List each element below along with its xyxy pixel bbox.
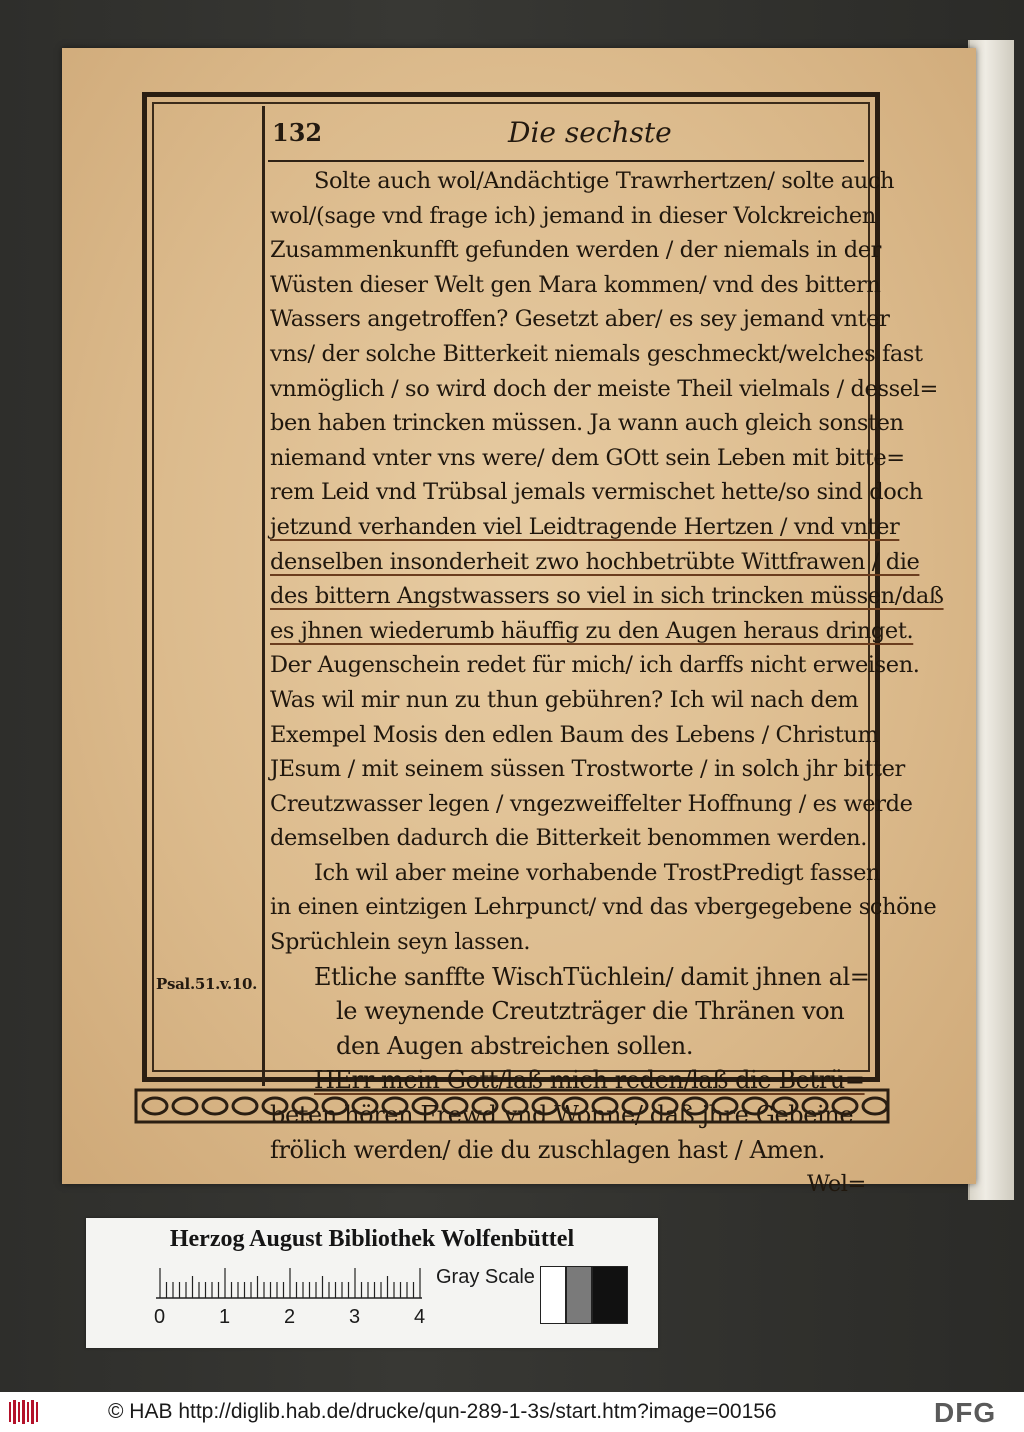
ornament-link xyxy=(833,1098,857,1114)
ornament-link xyxy=(293,1098,317,1114)
text-line: beten hören Frewd vnd Wonne/ daß jhre Gebeine xyxy=(270,1101,854,1130)
margin-note: Psal.51.v.10. xyxy=(156,975,258,993)
text-line: Solte auch wol/Andächtige Trawrhertzen/ solte auch xyxy=(314,168,895,194)
ornament-link xyxy=(623,1098,647,1114)
text-line: es jhnen wiederumb häuffig zu den Augen heraus dringet. xyxy=(270,617,914,644)
text-line: niemand vnter vns were/ dem GOtt sein Leben mit bitte= xyxy=(270,444,905,471)
text-line: Etliche sanffte WischTüchlein/ damit jhnen al= xyxy=(314,962,870,991)
text-line: rem Leid vnd Trübsal jemals vermischet hette/so sind doch xyxy=(270,479,923,506)
text-line: denselben insonderheit zwo hochbetrübte Wittfrawen / die xyxy=(270,548,920,575)
ornament-link xyxy=(803,1098,827,1114)
ornament-link xyxy=(233,1098,257,1114)
footer-bar xyxy=(0,1392,1024,1432)
text-line: vnmöglich / so wird doch der meiste Theil vielmals / dessel= xyxy=(270,375,938,402)
ruler-label: 0 xyxy=(154,1306,166,1328)
ruler-label: 1 xyxy=(219,1306,231,1328)
gray-scale-swatches xyxy=(540,1266,628,1322)
text-line: jetzund verhanden viel Leidtragende Hertzen / vnd vnter xyxy=(270,513,900,540)
ornament-link xyxy=(263,1098,287,1114)
text-line: JEsum / mit seinem süssen Trostworte / in solch jhr bitter xyxy=(270,756,905,783)
text-line: le weynende Creutzträger die Thränen von xyxy=(336,997,845,1026)
ornament-link xyxy=(713,1098,737,1114)
gray-swatch xyxy=(566,1266,592,1324)
gray-swatch xyxy=(592,1266,628,1324)
ornament-link xyxy=(323,1098,347,1114)
text-line: Zusammenkunfft gefunden werden / der niemals in der xyxy=(270,237,882,264)
ornament-link xyxy=(683,1098,707,1114)
ruler-label: 2 xyxy=(284,1306,296,1328)
text-line: in einen eintzigen Lehrpunct/ vnd das vbergegebene schöne xyxy=(270,894,937,921)
text-line: wol/(sage vnd frage ich) jemand in dieser Volckreichen xyxy=(270,202,876,229)
ornament-link xyxy=(473,1098,497,1114)
text-line: ben haben trincken müssen. Ja wann auch gleich sonsten xyxy=(270,410,904,437)
gray-swatch xyxy=(540,1266,566,1324)
ornament-link xyxy=(203,1098,227,1114)
text-line: HErr mein Gott/laß mich reden/laß die Betrü= xyxy=(314,1066,865,1095)
text-line: Wel= xyxy=(806,1171,866,1198)
ornament-link xyxy=(353,1098,377,1114)
text-line: Wassers angetroffen? Gesetzt aber/ es sey jemand vnter xyxy=(270,306,890,333)
library-name: Herzog August Bibliothek Wolfenbüttel xyxy=(169,1226,575,1252)
ornament-link xyxy=(653,1098,677,1114)
ornament-link xyxy=(443,1098,467,1114)
ornament-link xyxy=(863,1098,887,1114)
ornament-link xyxy=(743,1098,767,1114)
header-rule xyxy=(268,160,864,162)
text-line: Exempel Mosis den edlen Baum des Lebens / Christum xyxy=(270,721,879,748)
text-line: des bittern Angstwassers so viel in sich trincken müssen/daß xyxy=(270,583,944,610)
ornament-link xyxy=(593,1098,617,1114)
ornament-link xyxy=(533,1098,557,1114)
text-line: frölich werden/ die du zuschlagen hast / Amen. xyxy=(270,1135,825,1164)
ornament-link xyxy=(413,1098,437,1114)
ornament-link xyxy=(173,1098,197,1114)
ornament-link xyxy=(773,1098,797,1114)
ornament-border-icon xyxy=(134,1088,890,1124)
text-line: Wüsten dieser Welt gen Mara kommen/ vnd des bittern xyxy=(270,271,881,298)
ornament-link xyxy=(143,1098,167,1114)
text-line: Ich wil aber meine vorhabende TrostPredigt fassen xyxy=(314,859,881,886)
page-number: 132 xyxy=(272,118,323,147)
page-body-text xyxy=(270,164,944,1202)
text-line: vns/ der solche Bitterkeit niemals geschmeckt/welches fast xyxy=(270,340,923,367)
margin-column-rule xyxy=(262,106,265,1086)
ornament-link xyxy=(563,1098,587,1114)
dfg-logo: DFG xyxy=(934,1397,997,1428)
text-line: Creutzwasser legen / vngezweiffelter Hoffnung / es werde xyxy=(270,790,913,817)
text-line: demselben dadurch die Bitterkeit benommen werden. xyxy=(270,825,867,852)
gray-scale-label: Gray Scale xyxy=(436,1266,535,1288)
hab-barcode-logo-icon xyxy=(8,1398,42,1426)
ornament-link xyxy=(503,1098,527,1114)
ruler-label: 3 xyxy=(349,1306,361,1328)
copyright-url[interactable]: © HAB http://diglib.hab.de/drucke/qun-289-1-3s/start.htm?image=00156 xyxy=(108,1400,777,1423)
text-line: Sprüchlein seyn lassen. xyxy=(270,929,531,956)
text-line: Was wil mir nun zu thun gebühren? Ich wil nach dem xyxy=(270,686,859,713)
ornament-link xyxy=(383,1098,407,1114)
text-line: den Augen abstreichen sollen. xyxy=(336,1031,694,1060)
ruler-label: 4 xyxy=(414,1306,426,1328)
text-line: Der Augenschein redet für mich/ ich darffs nicht erweisen. xyxy=(270,652,920,679)
running-head: Die sechste xyxy=(508,116,672,149)
